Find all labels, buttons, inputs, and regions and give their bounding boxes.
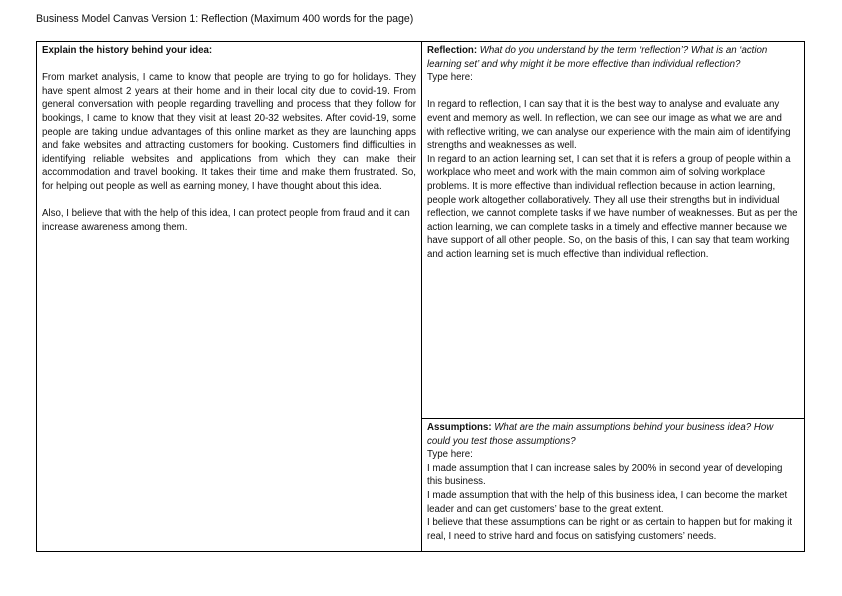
assumptions-paragraph: I believe that these assumptions can be right or as certain to happen but for making it real, I need to strive hard and focus on satisfying customers’ needs. [427,517,793,542]
assumptions-question-text: What are the main assumptions behind your business idea? How could you test those assumptions? [427,422,774,447]
history-paragraph: From market analysis, I came to know that people are trying to go for holidays. They have spent almost 2 years at their home and in their local city due to covid-19. From general conversation with people regarding travelling and process that they follow for bookings, I came to know that they visit at least 20-32 websites. After covid-19, some people are taking undue advantages of this online market as they are launching apps and fake websites and attracting customers for booking. Customers find difficulties in identifying reliable websites and applications from which they can make their accommodation and travel booking. It takes their time and make them frustrated. So, for helping out people as well as earning money, I have thought about this idea. [42,72,416,192]
reflection-paragraph: In regard to reflection, I can say that it is the best way to analyse and evaluate any event and memory as well. In reflection, we can see our image as what we are and with reflective writing, we can analyse our experience with the main aim of identifying strengths and weaknesses as well. [427,99,791,152]
assumptions-prompt: Type here: [427,449,473,461]
reflection-label: Reflection: [427,45,478,56]
reflection-paragraph: In regard to an action learning set, I can set that it is refers a group of people within a workplace who meet and work with the main common aim of solving workplace problems. It is more effective than individual reflection because in action learning, people work altogether collaboratively. They all use their strengths but in individual reflection, we cannot complete tasks if we have number of weaknesses. But as per the action learning, we can complete tasks in a timely and effective manner because we have support of all other people. So, on the basis of this, I can say that team working and action learning set is much effective than individual reflection. [427,153,798,260]
reflection-cell[interactable] [422,42,804,419]
assumptions-label: Assumptions: [427,422,492,433]
history-heading: Explain the history behind your idea: [42,45,213,56]
assumptions-question [427,421,799,448]
history-paragraph: Also, I believe that with the help of this idea, I can protect people from fraud and it can increase awareness among them. [42,208,410,233]
reflection-question [427,44,799,71]
history-cell[interactable] [37,42,422,551]
assumptions-paragraph: I made assumption that I can increase sales by 200% in second year of developing this business. [427,462,783,488]
reflection-question-text: What do you understand by the term ‘reflection’? What is an ‘action learning set’ and why might it be more effective than individual reflection? [427,45,768,70]
assumptions-paragraph: I made assumption that with the help of this business idea, I can become the market leader and can get customers’ base to the great extent. [427,489,788,515]
business-model-canvas-table [36,41,805,552]
reflection-prompt: Type here: [427,72,473,84]
assumptions-cell[interactable] [422,419,804,551]
page-title: Business Model Canvas Version 1: Reflection (Maximum 400 words for the page) [36,13,414,25]
